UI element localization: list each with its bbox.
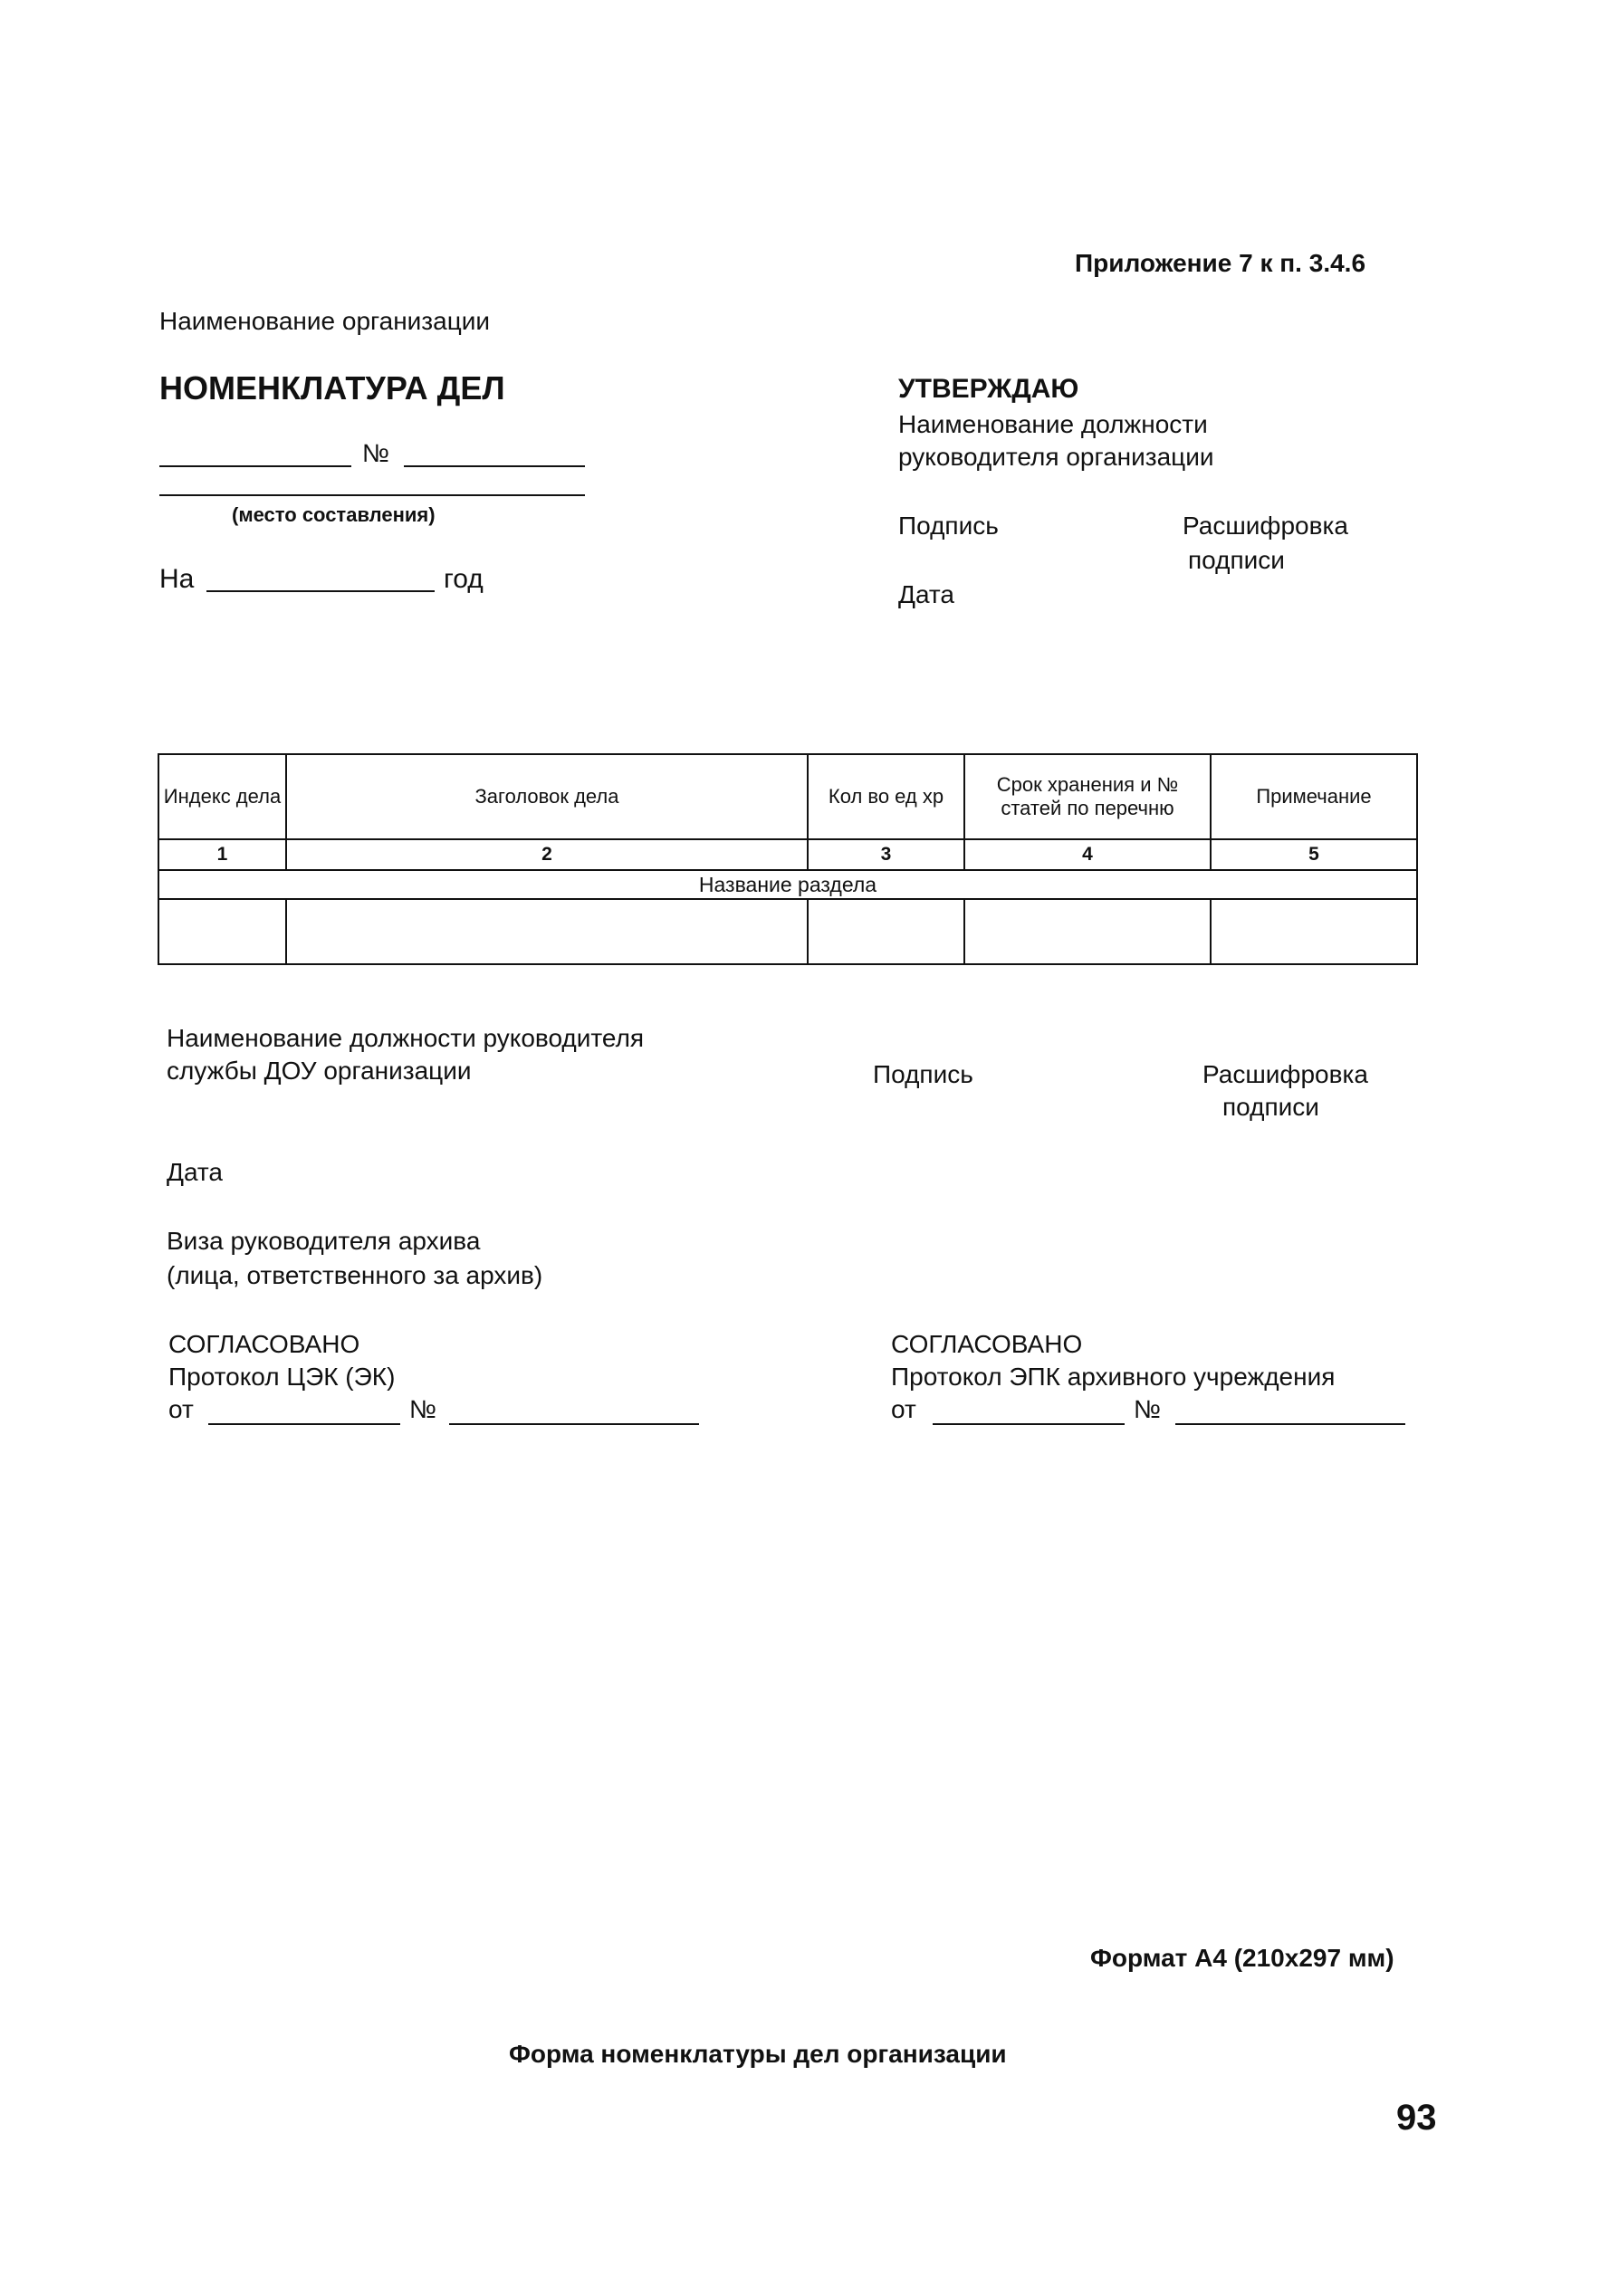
agreed-right-date-blank bbox=[933, 1423, 1125, 1425]
agreed-left-number-blank bbox=[449, 1423, 699, 1425]
table-cell bbox=[286, 899, 808, 964]
approve-title: УТВЕРЖДАЮ bbox=[898, 374, 1079, 404]
header-title: Заголовок дела bbox=[286, 754, 808, 839]
table-section-row bbox=[158, 870, 1417, 899]
table-cell bbox=[808, 899, 964, 964]
footer-decode-line2: подписи bbox=[1222, 1093, 1319, 1121]
archive-visa-line1: Виза руководителя архива bbox=[167, 1227, 481, 1255]
footer-date-label: Дата bbox=[167, 1158, 224, 1186]
agreed-left-protocol: Протокол ЦЭК (ЭК) bbox=[168, 1363, 396, 1391]
place-blank bbox=[159, 494, 585, 496]
number-blank bbox=[404, 465, 585, 467]
agreed-left-date-blank bbox=[208, 1423, 400, 1425]
table-cell bbox=[158, 899, 286, 964]
agreed-right-number-blank bbox=[1175, 1423, 1405, 1425]
footer-position-line2: службы ДОУ организации bbox=[167, 1057, 472, 1085]
column-number: 4 bbox=[964, 839, 1211, 870]
format-note: Формат А4 (210х297 мм) bbox=[1090, 1944, 1394, 1972]
approve-position-line1: Наименование должности bbox=[898, 410, 1208, 438]
organization-name-label: Наименование организации bbox=[159, 307, 491, 335]
table-cell bbox=[964, 899, 1211, 964]
year-prefix: На bbox=[159, 564, 195, 594]
column-number: 2 bbox=[286, 839, 808, 870]
table-cell bbox=[1211, 899, 1417, 964]
page-number: 93 bbox=[1396, 2098, 1437, 2138]
footer-position-line1: Наименование должности руководителя bbox=[167, 1024, 645, 1052]
approve-position-line2: руководителя организации bbox=[898, 443, 1214, 471]
approve-date-label: Дата bbox=[898, 580, 955, 608]
approve-signature-label: Подпись bbox=[898, 512, 999, 540]
header-index: Индекс дела bbox=[158, 754, 286, 839]
agreed-left-title: СОГЛАСОВАНО bbox=[168, 1330, 360, 1358]
agreed-left-from: от bbox=[168, 1395, 194, 1423]
header-note: Примечание bbox=[1211, 754, 1417, 839]
year-suffix: год bbox=[444, 564, 484, 594]
appendix-reference: Приложение 7 к п. 3.4.6 bbox=[1075, 249, 1366, 277]
footer-decode-line1: Расшифровка bbox=[1202, 1060, 1368, 1088]
column-number: 3 bbox=[808, 839, 964, 870]
header-count: Кол во ед хр bbox=[808, 754, 964, 839]
header-retention: Срок хранения и № статей по перечню bbox=[964, 754, 1211, 839]
agreed-right-number-sign: № bbox=[1134, 1395, 1162, 1423]
approve-decode-line1: Расшифровка bbox=[1183, 512, 1348, 540]
archive-visa-line2: (лица, ответственного за архив) bbox=[167, 1261, 543, 1289]
agreed-right-protocol: Протокол ЭПК архивного учреждения bbox=[891, 1363, 1336, 1391]
column-number: 5 bbox=[1211, 839, 1417, 870]
column-number: 1 bbox=[158, 839, 286, 870]
table-row bbox=[158, 899, 1417, 964]
figure-caption: Форма номенклатуры дел организации bbox=[509, 2040, 1007, 2068]
year-blank bbox=[206, 590, 435, 592]
document-title: НОМЕНКЛАТУРА ДЕЛ bbox=[159, 369, 505, 407]
agreed-left-number-sign: № bbox=[409, 1395, 437, 1423]
place-label: (место составления) bbox=[232, 503, 436, 526]
number-sign: № bbox=[362, 439, 390, 467]
agreed-right-title: СОГЛАСОВАНО bbox=[891, 1330, 1083, 1358]
table-number-row bbox=[158, 839, 1417, 870]
nomenclature-table bbox=[158, 753, 1418, 965]
footer-signature-label: Подпись bbox=[873, 1060, 973, 1088]
date-blank bbox=[159, 465, 351, 467]
table-header-row bbox=[158, 754, 1417, 839]
agreed-right-from: от bbox=[891, 1395, 916, 1423]
approve-decode-line2: подписи bbox=[1188, 546, 1285, 574]
section-name-cell: Название раздела bbox=[158, 870, 1417, 899]
